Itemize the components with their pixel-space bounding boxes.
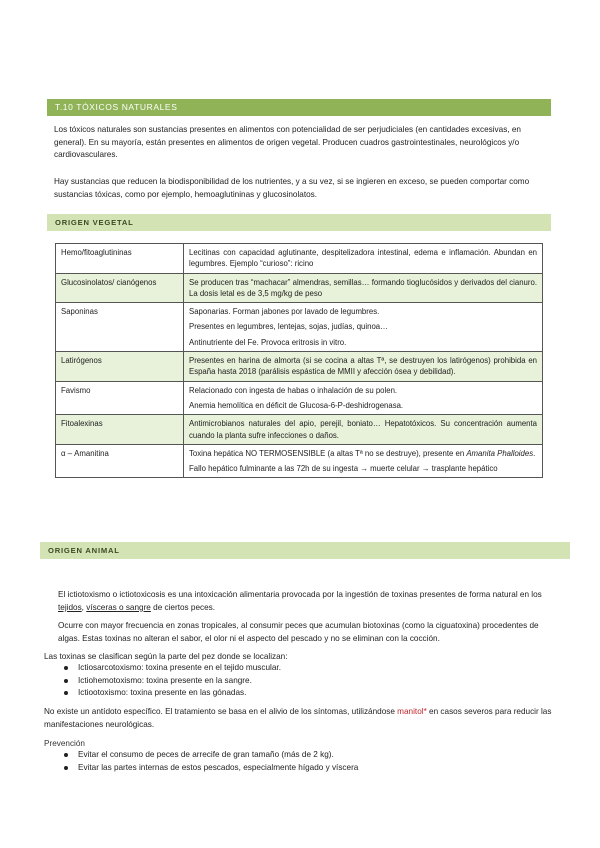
list-item: Ictiohemotoxismo: toxina presente en la sangre.	[60, 675, 540, 688]
toxin-name: α – Amanitina	[56, 444, 184, 478]
table-row	[56, 381, 543, 415]
table-row	[56, 303, 543, 352]
toxin-name: Fitoalexinas	[56, 415, 184, 445]
toxin-name: Hemo/fitoaglutininas	[56, 244, 184, 274]
animal-paragraph-1: El ictiotoxismo o ictiotoxicosis es una intoxicación alimentaria provocada por la ingestión de toxinas presentes de forma natural en los tejidos, vísceras o sangre de ciertos peces.	[58, 590, 542, 612]
intro-paragraph-2: Hay sustancias que reducen la biodisponibilidad de los nutrientes, y a su vez, si se ingieren en exceso, se pueden comportar como sustancias tóxicas, como por ejemplo, hemoaglutininas y glucosinolatos.	[54, 177, 530, 199]
classification-intro: Las toxinas se clasifican según la parte del pez donde se localizan:	[44, 652, 288, 661]
table-row	[56, 444, 543, 478]
toxin-name: Favismo	[56, 381, 184, 415]
classification-list	[60, 662, 540, 700]
toxin-description: Lecitinas con capacidad aglutinante, despitelizadora intestinal, edema e inflamación. Abundan en legumbres. Ejemplo “curioso”: ricino	[184, 244, 543, 274]
table-row	[56, 244, 543, 274]
intro-paragraph-1: Los tóxicos naturales son sustancias presentes en alimentos con potencialidad de ser perjudiciales (en cantidades excesivas, en general). En su mayoría, están presentes en alimentos de origen vegetal. Producen cuadros gastrointestinales, neurológicos y/o cardiovasculares.	[54, 125, 521, 160]
toxin-description: Se producen tras “machacar” almendras, semillas… formando tioglucósidos y derivados del cianuro. La dosis letal es de 3,5 mg/kg de peso	[184, 273, 543, 303]
prevention-list	[60, 749, 540, 774]
section-heading-vegetal: ORIGEN VEGETAL	[47, 214, 551, 231]
toxin-name: Glucosinolatos/ cianógenos	[56, 273, 184, 303]
toxin-description: Toxina hepática NO TERMOSENSIBLE (a altas Tª no se destruye), presente en Amanita Phalloides. Fallo hepático fulminante a las 72h de su ingesta → muerte celular → trasplante hepático	[184, 444, 543, 478]
animal-paragraph-2: Ocurre con mayor frecuencia en zonas tropicales, al consumir peces que acumulan biotoxinas (como la ciguatoxina) procedentes de algas. Estas toxinas no alteran el sabor, el olor ni el aspecto del pescado y no se eliminan con la cocción.	[58, 621, 539, 643]
table-row	[56, 273, 543, 303]
treatment-paragraph: No existe un antídoto específico. El tratamiento se basa en el alivio de los síntomas, utilizándose manitol* en casos severos para reducir las manifestaciones neurológicas.	[44, 707, 552, 729]
manitol-highlight: manitol*	[397, 707, 427, 716]
toxin-description: Relacionado con ingesta de habas o inhalación de su polen. Anemia hemolítica en déficit de Glucosa-6-P-deshidrogenasa.	[184, 381, 543, 415]
table-row	[56, 415, 543, 445]
prevention-heading: Prevención	[44, 739, 85, 748]
list-item: Ictiosarcotoxismo: toxina presente en el tejido muscular.	[60, 662, 540, 675]
toxin-name: Latirógenos	[56, 352, 184, 382]
list-item: Evitar las partes internas de estos pescados, especialmente hígado y víscera	[60, 762, 540, 775]
table-row	[56, 352, 543, 382]
toxin-name: Saponinas	[56, 303, 184, 352]
list-item: Evitar el consumo de peces de arrecife de gran tamaño (más de 2 kg).	[60, 749, 540, 762]
page-title: T.10 TÓXICOS NATURALES	[47, 99, 551, 116]
toxin-description: Presentes en harina de almorta (si se cocina a altas Tª, se destruyen los latirógenos) prohibida en España hasta 2018 (parálisis espástica de MMII y afección ósea y debilidad).	[184, 352, 543, 382]
toxin-description: Saponarias. Forman jabones por lavado de legumbres. Presentes en legumbres, lentejas, sojas, judías, quinoa… Antinutriente del Fe. Provoca eritrosis in vitro.	[184, 303, 543, 352]
section-heading-animal: ORIGEN ANIMAL	[40, 542, 570, 559]
toxin-description: Antimicrobianos naturales del apio, perejil, boniato… Hepatotóxicos. Su concentración aumenta cuando la planta sufre infecciones o daños.	[184, 415, 543, 445]
list-item: Ictiootoxismo: toxina presente en las gónadas.	[60, 687, 540, 700]
toxins-table	[55, 243, 543, 478]
